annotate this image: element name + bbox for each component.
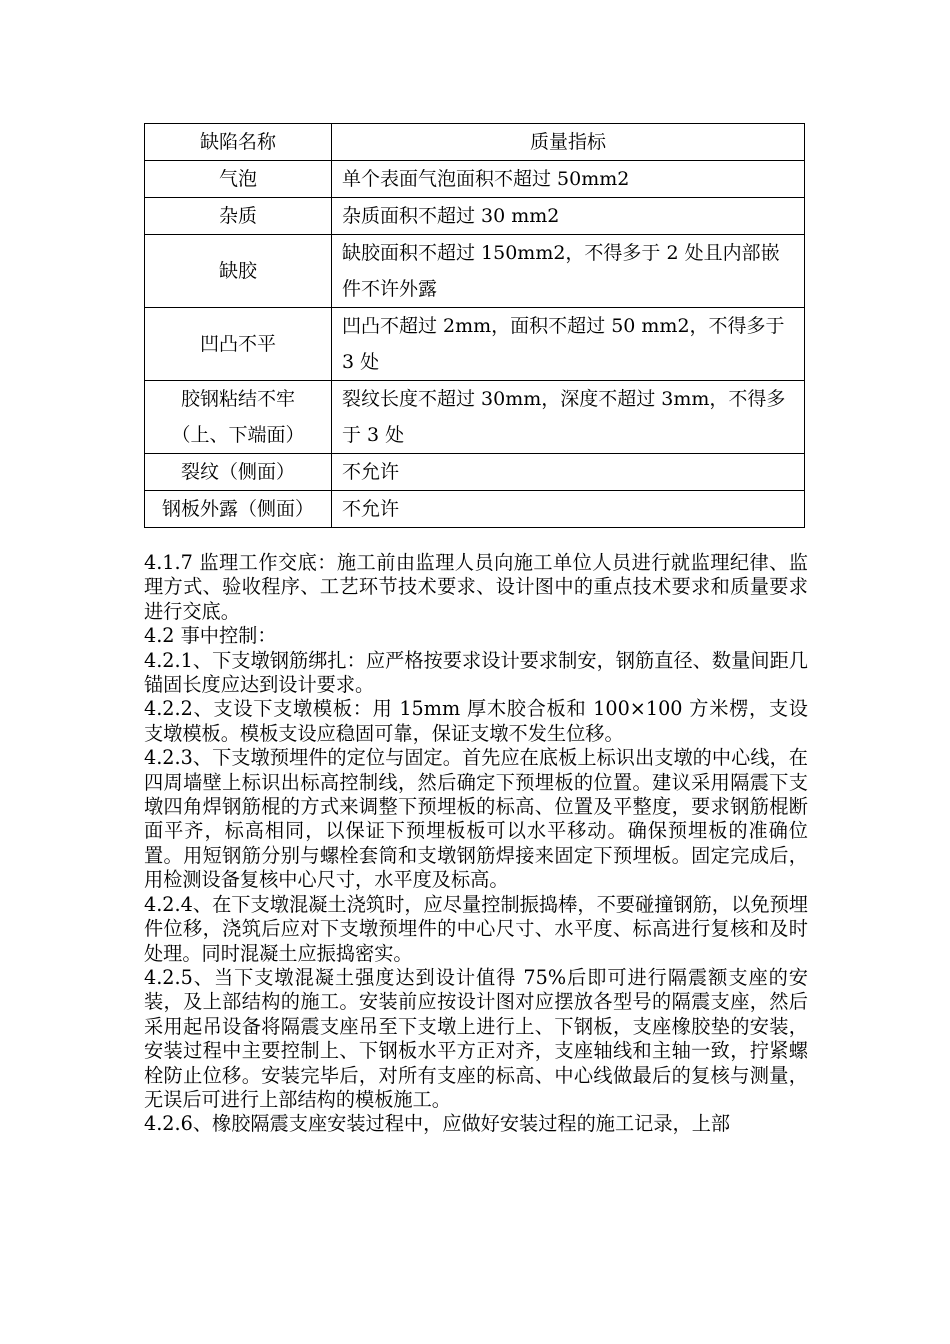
table-row [145,454,805,491]
table-row [145,235,805,308]
quality-spec-cell: 杂质面积不超过 30 mm2 [332,198,805,235]
table-row [145,381,805,454]
paragraph-4-2-2: 4.2.2、支设下支墩模板：用 15mm 厚木胶合板和 100×100 方米楞，支设支墩模板。模板支设应稳固可靠，保证支墩不发生位移。 [144,697,808,745]
quality-spec-cell: 缺胶面积不超过 150mm2，不得多于 2 处且内部嵌件不许外露 [332,235,805,308]
column-header-quality-index: 质量指标 [332,124,805,161]
defect-name-cell: 钢板外露（侧面） [145,491,332,528]
column-header-defect-name: 缺陷名称 [145,124,332,161]
table-row [145,198,805,235]
defect-name-cell: 胶钢粘结不牢（上、下端面） [145,381,332,454]
quality-spec-cell: 单个表面气泡面积不超过 50mm2 [332,161,805,198]
defect-quality-table [144,123,805,528]
table-row [145,491,805,528]
table-row [145,161,805,198]
defect-name-cell: 凹凸不平 [145,308,332,381]
paragraph-4-2-6: 4.2.6、橡胶隔震支座安装过程中，应做好安装过程的施工记录，上部 [144,1112,731,1136]
defect-name-cell: 裂纹（侧面） [145,454,332,491]
table-header-row [145,124,805,161]
heading-4-2: 4.2 事中控制： [144,624,277,648]
paragraph-4-2-5: 4.2.5、当下支墩混凝土强度达到设计值得 75%后即可进行隔震额支座的安装，及上部结构的施工。安装前应按设计图对应摆放各型号的隔震支座，然后采用起吊设备将隔震支座吊至下支墩上进行上、下钢板，支座橡胶垫的安装，安装过程中主要控制上、下钢板水平方正对齐，支座轴线和主轴一致，拧紧螺栓防止位移。安装完毕后，对所有支座的标高、中心线做最后的复核与测量，无误后可进行上部结构的模板施工。 [144,965,808,1111]
paragraph-4-2-3: 4.2.3、下支墩预埋件的定位与固定。首先应在底板上标识出支墩的中心线，在四周墙壁上标识出标高控制线，然后确定下预埋板的位置。建议采用隔震下支墩四角焊钢筋棍的方式来调整下预埋板的标高、位置及平整度，要求钢筋棍断面平齐，标高相同，以保证下预埋板板可以水平移动。确保预埋板的准确位置。用短钢筋分别与螺栓套筒和支墩钢筋焊接来固定下预埋板。固定完成后，用检测设备复核中心尺寸，水平度及标高。 [144,746,808,892]
quality-spec-cell: 裂纹长度不超过 30mm，深度不超过 3mm，不得多于 3 处 [332,381,805,454]
paragraph-4-1-7: 4.1.7 监理工作交底：施工前由监理人员向施工单位人员进行就监理纪律、监理方式、验收程序、工艺环节技术要求、设计图中的重点技术要求和质量要求进行交底。 [144,551,808,623]
body-text [144,551,808,1137]
paragraph-4-2-4: 4.2.4、在下支墩混凝土浇筑时，应尽量控制振捣棒，不要碰撞钢筋，以免预埋件位移，浇筑后应对下支墩预埋件的中心尺寸、水平度、标高进行复核和及时处理。同时混凝土应振捣密实。 [144,892,808,965]
table-row [145,308,805,381]
defect-name-cell: 气泡 [145,161,332,198]
quality-spec-cell: 凹凸不超过 2mm，面积不超过 50 mm2，不得多于 3 处 [332,308,805,381]
defect-name-cell: 杂质 [145,198,332,235]
quality-spec-cell: 不允许 [332,491,805,528]
defect-name-cell: 缺胶 [145,235,332,308]
paragraph-4-2-1: 4.2.1、下支墩钢筋绑扎：应严格按要求设计要求制安，钢筋直径、数量间距几锚固长度应达到设计要求。 [144,648,808,697]
quality-spec-cell: 不允许 [332,454,805,491]
